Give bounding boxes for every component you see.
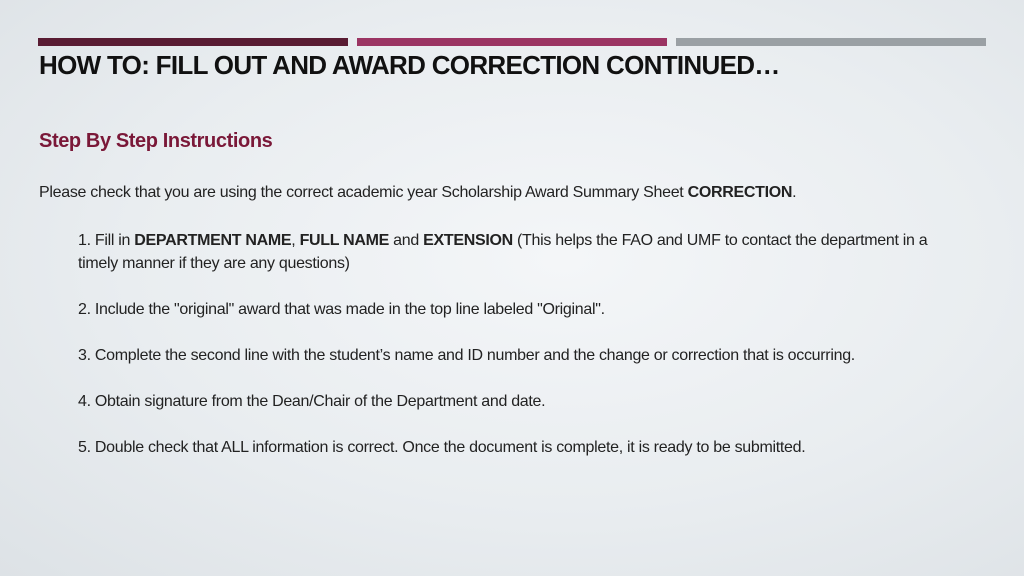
step-1-bold-extension: EXTENSION	[423, 232, 513, 249]
header-bar-dark	[38, 38, 348, 46]
intro-bold: CORRECTION	[687, 184, 793, 201]
intro-plain: Please check that you are using the correct academic year Scholarship Award Summary Sheet	[39, 184, 688, 201]
step-1-text: 1. Fill in	[78, 232, 135, 249]
step-3: 3. Complete the second line with the student’s name and ID number and the change or correction that is occurring.	[78, 347, 855, 364]
slide-title: HOW TO: FILL OUT AND AWARD CORRECTION CONTINUED…	[39, 50, 780, 80]
header-bar-magenta	[357, 38, 667, 46]
step-5: 5. Double check that ALL information is correct. Once the document is complete, it is ready to be submitted.	[78, 439, 806, 456]
step-1-text: (This helps the FAO and UMF to contact the department in a timely manner if they are any questions)	[78, 232, 928, 272]
step-1-text: ,	[291, 232, 300, 249]
step-2: 2. Include the "original" award that was made in the top line labeled "Original".	[78, 301, 605, 318]
step-1-text: and	[389, 232, 424, 249]
step-1	[78, 229, 938, 275]
step-1-bold-department: DEPARTMENT NAME	[134, 232, 292, 249]
header-bar-gray	[676, 38, 986, 46]
steps-list	[78, 229, 938, 482]
step-4: 4. Obtain signature from the Dean/Chair of the Department and date.	[78, 393, 546, 410]
intro-text	[39, 183, 979, 203]
step-1-bold-fullname: FULL NAME	[299, 232, 390, 249]
section-subtitle: Step By Step Instructions	[39, 130, 273, 152]
intro-end: .	[792, 184, 797, 201]
